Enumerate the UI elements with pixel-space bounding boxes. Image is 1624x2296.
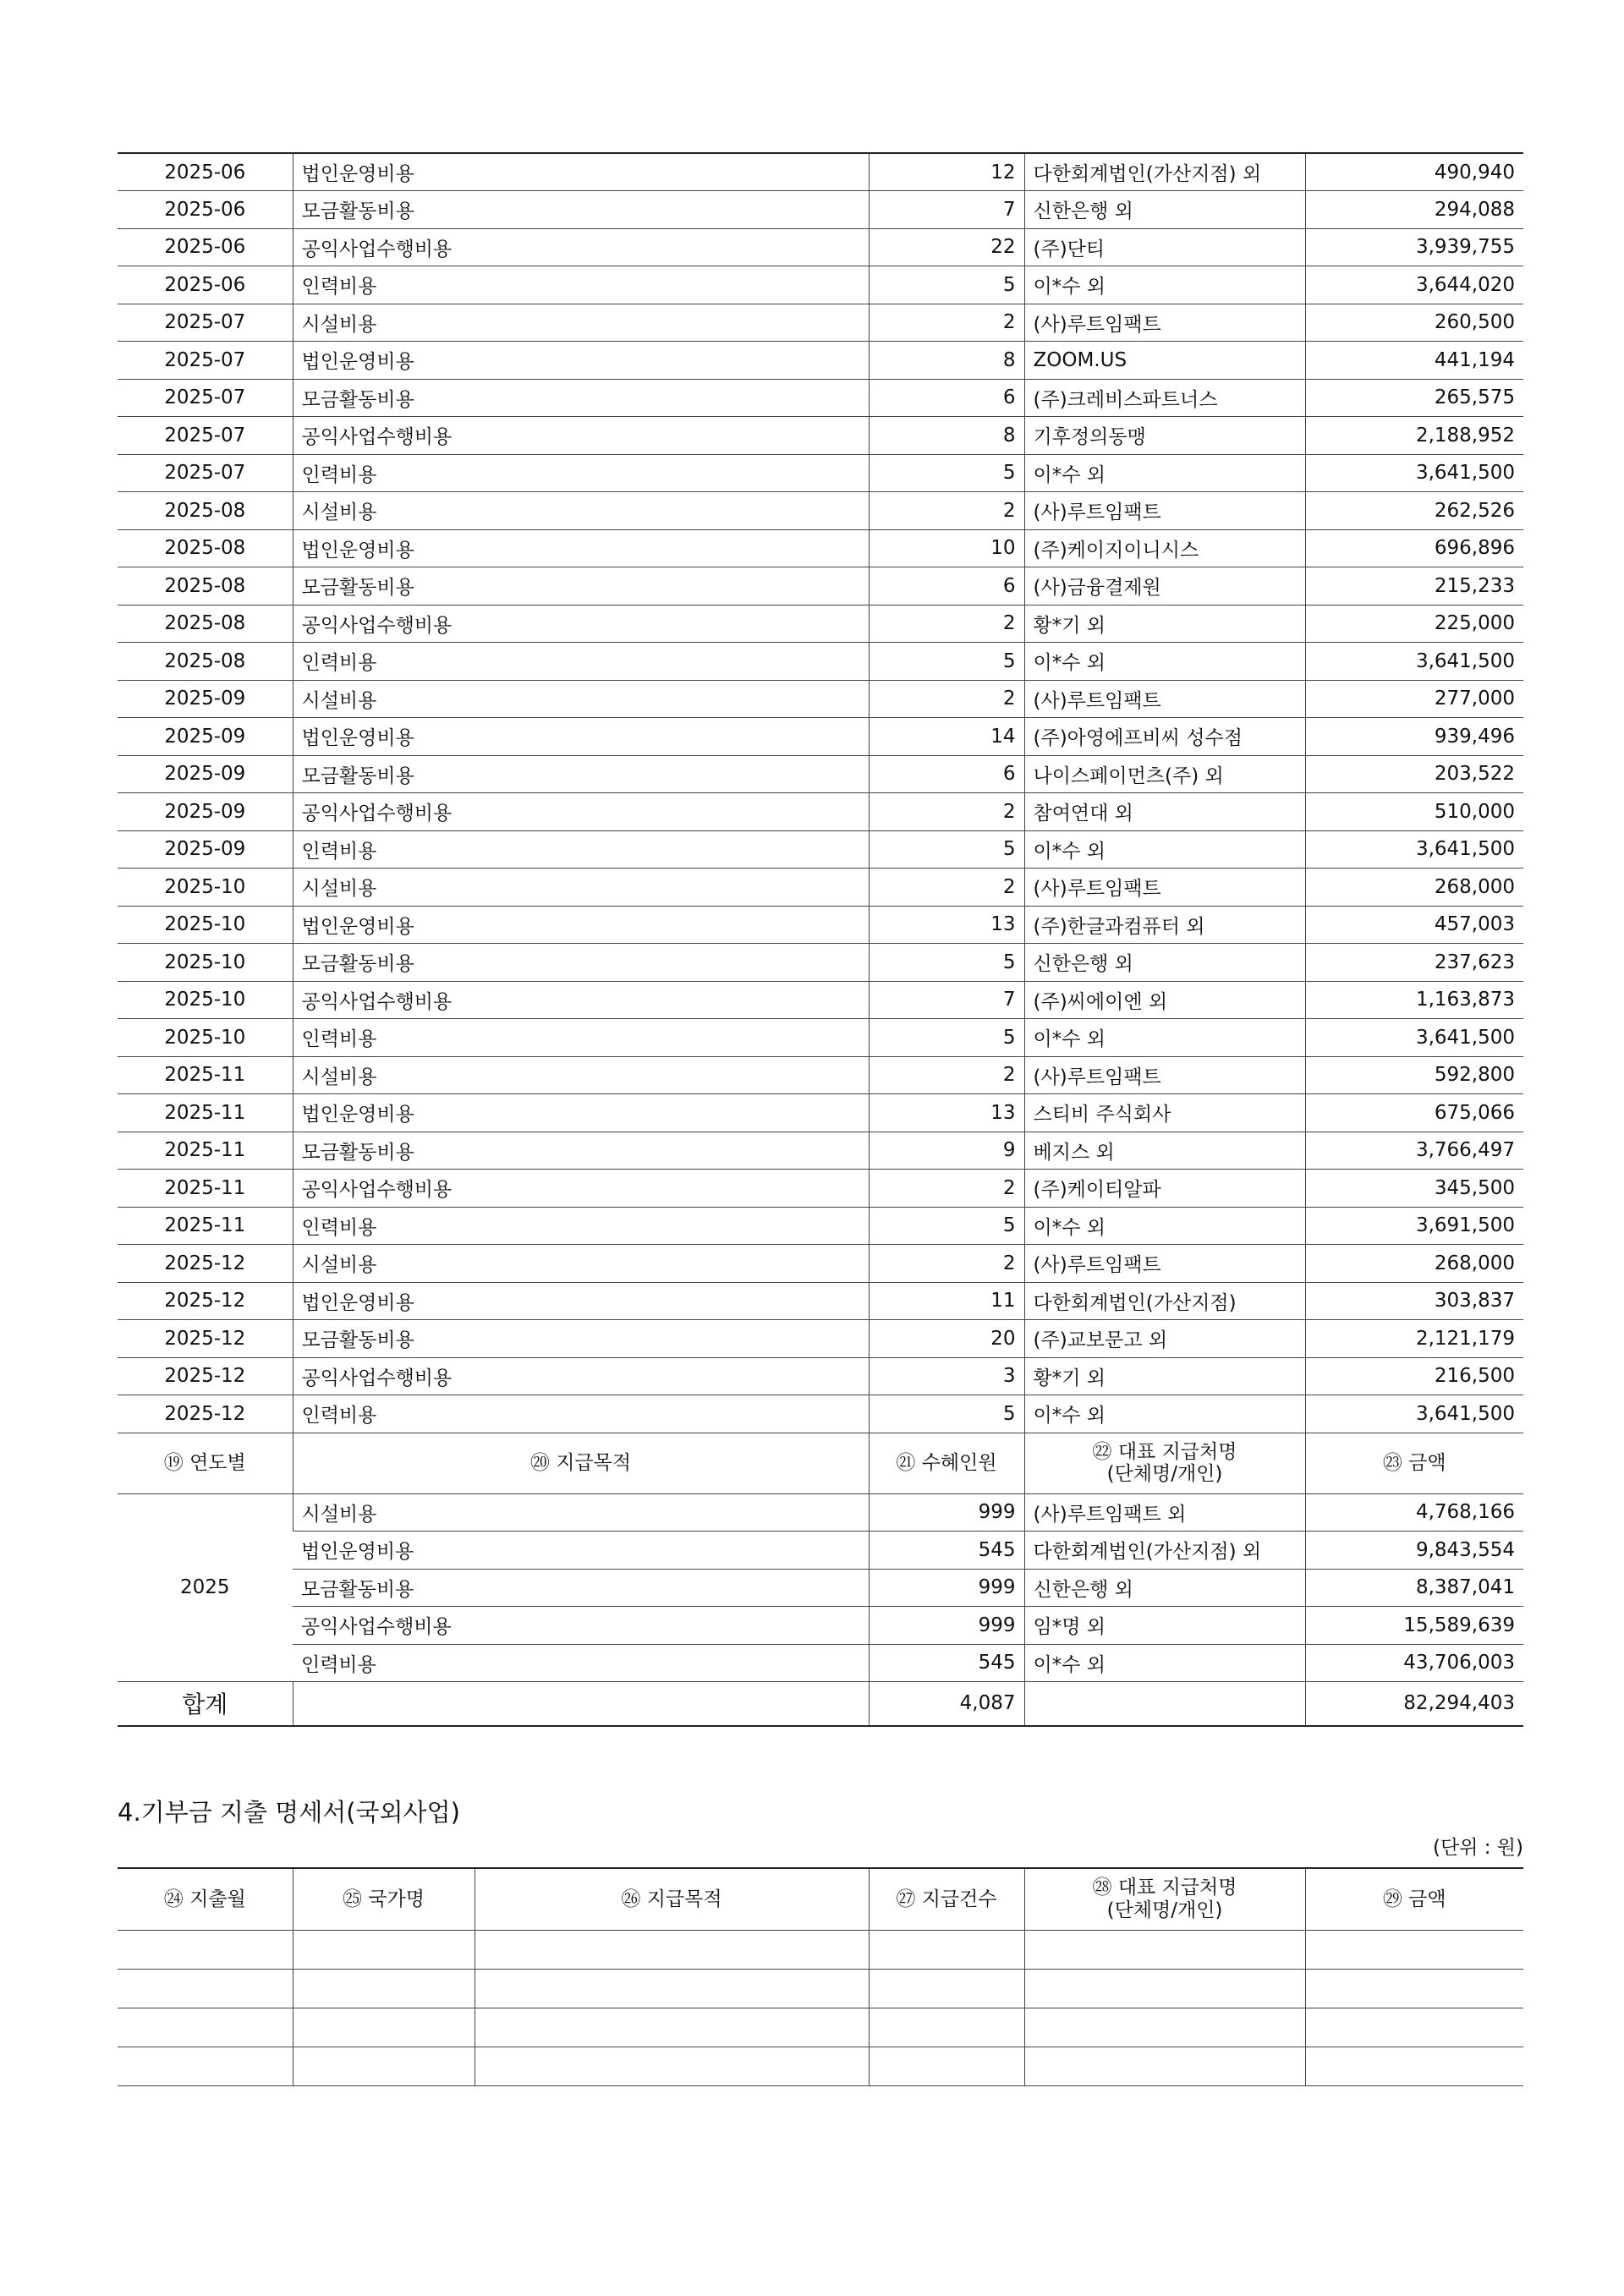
row-count: 2 <box>869 605 1024 643</box>
row-amount: 457,003 <box>1305 906 1523 944</box>
row-purpose: 공익사업수행비용 <box>293 228 869 266</box>
table-row <box>118 718 1523 756</box>
row-month: 2025-10 <box>118 1019 293 1057</box>
header-year: ⑲ 연도별 <box>118 1433 293 1493</box>
row-amount: 345,500 <box>1305 1170 1523 1208</box>
row-purpose: 인력비용 <box>293 266 869 304</box>
row-count: 20 <box>869 1320 1024 1358</box>
row-payee: 이*수 외 <box>1024 830 1305 869</box>
row-month: 2025-07 <box>118 379 293 417</box>
header-overseas-payee-line1: ㉘ 대표 지급처명 <box>1092 1877 1237 1899</box>
row-amount: 268,000 <box>1305 1245 1523 1283</box>
row-count: 5 <box>869 266 1024 304</box>
row-count: 6 <box>869 567 1024 606</box>
table-row <box>118 454 1523 492</box>
row-payee: (주)크레비스파트너스 <box>1024 379 1305 417</box>
row-month: 2025-11 <box>118 1132 293 1170</box>
row-amount: 2,188,952 <box>1305 417 1523 455</box>
row-count: 13 <box>869 1094 1024 1132</box>
row-amount: 262,526 <box>1305 492 1523 530</box>
row-payee: (사)루트임팩트 <box>1024 304 1305 342</box>
row-payee: (사)금융결제원 <box>1024 567 1305 606</box>
table-row <box>118 529 1523 567</box>
row-purpose: 모금활동비용 <box>293 755 869 793</box>
summary-payee: (사)루트임팩트 외 <box>1024 1493 1305 1532</box>
header-overseas-purpose: ㉖ 지급목적 <box>475 1868 869 1930</box>
total-section <box>118 1682 1523 1726</box>
row-month: 2025-08 <box>118 529 293 567</box>
row-purpose: 인력비용 <box>293 830 869 869</box>
row-count: 6 <box>869 755 1024 793</box>
row-count: 2 <box>869 492 1024 530</box>
summary-row <box>118 1493 1523 1532</box>
row-amount: 268,000 <box>1305 869 1523 907</box>
row-purpose: 모금활동비용 <box>293 944 869 982</box>
row-purpose: 모금활동비용 <box>293 191 869 229</box>
summary-header-row <box>118 1433 1523 1493</box>
row-count: 5 <box>869 944 1024 982</box>
summary-payee: 이*수 외 <box>1024 1644 1305 1682</box>
row-payee: 이*수 외 <box>1024 1207 1305 1245</box>
header-overseas-payee <box>1024 1868 1305 1930</box>
header-payee <box>1024 1433 1305 1493</box>
row-month: 2025-10 <box>118 981 293 1019</box>
row-payee: 다한회계법인(가산지점) 외 <box>1024 153 1305 191</box>
table-row <box>118 417 1523 455</box>
table-row <box>118 1132 1523 1170</box>
row-month: 2025-09 <box>118 718 293 756</box>
table-row <box>118 304 1523 342</box>
row-purpose: 인력비용 <box>293 1207 869 1245</box>
summary-purpose: 공익사업수행비용 <box>293 1607 869 1645</box>
row-purpose: 공익사업수행비용 <box>293 793 869 831</box>
row-count: 2 <box>869 304 1024 342</box>
row-month: 2025-12 <box>118 1395 293 1433</box>
header-overseas-payee-line2: (단체명/개인) <box>1106 1899 1223 1921</box>
row-count: 11 <box>869 1282 1024 1320</box>
row-count: 2 <box>869 1245 1024 1283</box>
overseas-empty-row <box>118 2008 1523 2047</box>
total-count: 4,087 <box>869 1682 1024 1726</box>
row-amount: 3,641,500 <box>1305 454 1523 492</box>
row-month: 2025-11 <box>118 1207 293 1245</box>
row-month: 2025-11 <box>118 1170 293 1208</box>
table-row <box>118 1019 1523 1057</box>
row-amount: 294,088 <box>1305 191 1523 229</box>
row-amount: 215,233 <box>1305 567 1523 606</box>
row-payee: 스티비 주식회사 <box>1024 1094 1305 1132</box>
table-row <box>118 755 1523 793</box>
row-payee: (사)루트임팩트 <box>1024 1245 1305 1283</box>
row-payee: 이*수 외 <box>1024 454 1305 492</box>
row-payee: 베지스 외 <box>1024 1132 1305 1170</box>
row-count: 7 <box>869 191 1024 229</box>
row-payee: (주)케이지이니시스 <box>1024 529 1305 567</box>
row-purpose: 인력비용 <box>293 454 869 492</box>
row-count: 2 <box>869 793 1024 831</box>
row-month: 2025-06 <box>118 153 293 191</box>
row-count: 14 <box>869 718 1024 756</box>
header-payee-line1: ㉒ 대표 지급처명 <box>1092 1440 1237 1463</box>
table-row <box>118 981 1523 1019</box>
row-amount: 441,194 <box>1305 342 1523 380</box>
row-amount: 939,496 <box>1305 718 1523 756</box>
row-amount: 265,575 <box>1305 379 1523 417</box>
row-month: 2025-09 <box>118 793 293 831</box>
header-amount: ㉓ 금액 <box>1305 1433 1523 1493</box>
row-month: 2025-08 <box>118 567 293 606</box>
header-beneficiaries: ㉑ 수혜인원 <box>869 1433 1024 1493</box>
row-month: 2025-12 <box>118 1282 293 1320</box>
row-month: 2025-10 <box>118 906 293 944</box>
header-payee-line2: (단체명/개인) <box>1106 1463 1223 1485</box>
row-count: 12 <box>869 153 1024 191</box>
row-purpose: 시설비용 <box>293 680 869 718</box>
row-amount: 237,623 <box>1305 944 1523 982</box>
row-month: 2025-08 <box>118 643 293 681</box>
summary-amount: 15,589,639 <box>1305 1607 1523 1645</box>
row-amount: 225,000 <box>1305 605 1523 643</box>
row-count: 2 <box>869 680 1024 718</box>
row-month: 2025-07 <box>118 454 293 492</box>
row-purpose: 모금활동비용 <box>293 1132 869 1170</box>
row-amount: 3,939,755 <box>1305 228 1523 266</box>
summary-count: 545 <box>869 1532 1024 1570</box>
row-purpose: 시설비용 <box>293 492 869 530</box>
row-count: 2 <box>869 1170 1024 1208</box>
row-purpose: 법인운영비용 <box>293 906 869 944</box>
row-purpose: 시설비용 <box>293 1056 869 1094</box>
table-row <box>118 228 1523 266</box>
row-payee: 이*수 외 <box>1024 266 1305 304</box>
table-row <box>118 153 1523 191</box>
row-count: 2 <box>869 1056 1024 1094</box>
row-count: 5 <box>869 1019 1024 1057</box>
row-count: 6 <box>869 379 1024 417</box>
summary-payee: 다한회계법인(가산지점) 외 <box>1024 1532 1305 1570</box>
row-count: 8 <box>869 417 1024 455</box>
row-purpose: 모금활동비용 <box>293 379 869 417</box>
row-month: 2025-10 <box>118 944 293 982</box>
summary-row <box>118 1532 1523 1570</box>
row-amount: 277,000 <box>1305 680 1523 718</box>
row-purpose: 공익사업수행비용 <box>293 981 869 1019</box>
summary-purpose: 모금활동비용 <box>293 1569 869 1607</box>
row-amount: 3,641,500 <box>1305 1395 1523 1433</box>
row-count: 5 <box>869 1207 1024 1245</box>
row-month: 2025-06 <box>118 266 293 304</box>
row-count: 5 <box>869 643 1024 681</box>
summary-payee: 임*명 외 <box>1024 1607 1305 1645</box>
row-payee: (사)루트임팩트 <box>1024 1056 1305 1094</box>
row-payee: 황*기 외 <box>1024 1357 1305 1395</box>
row-purpose: 모금활동비용 <box>293 1320 869 1358</box>
table-row <box>118 1245 1523 1283</box>
row-count: 7 <box>869 981 1024 1019</box>
total-empty <box>293 1682 869 1726</box>
row-month: 2025-09 <box>118 680 293 718</box>
summary-row <box>118 1569 1523 1607</box>
row-payee: 나이스페이먼츠(주) 외 <box>1024 755 1305 793</box>
table-row <box>118 1320 1523 1358</box>
section4-title: 4.기부금 지출 명세서(국외사업) <box>118 1798 460 1827</box>
table-row <box>118 643 1523 681</box>
row-payee: (주)한글과컴퓨터 외 <box>1024 906 1305 944</box>
row-payee: 참여연대 외 <box>1024 793 1305 831</box>
row-count: 8 <box>869 342 1024 380</box>
row-purpose: 법인운영비용 <box>293 153 869 191</box>
row-payee: (주)단티 <box>1024 228 1305 266</box>
row-amount: 490,940 <box>1305 153 1523 191</box>
summary-body <box>118 1493 1523 1682</box>
row-purpose: 시설비용 <box>293 869 869 907</box>
header-country: ㉕ 국가명 <box>293 1868 475 1930</box>
row-purpose: 시설비용 <box>293 1245 869 1283</box>
table-row <box>118 191 1523 229</box>
row-month: 2025-07 <box>118 342 293 380</box>
row-month: 2025-06 <box>118 191 293 229</box>
table-row <box>118 266 1523 304</box>
header-month: ㉔ 지출월 <box>118 1868 293 1930</box>
summary-payee: 신한은행 외 <box>1024 1569 1305 1607</box>
header-count: ㉗ 지급건수 <box>869 1868 1024 1930</box>
row-amount: 675,066 <box>1305 1094 1523 1132</box>
row-purpose: 인력비용 <box>293 1019 869 1057</box>
summary-year: 2025 <box>118 1493 293 1682</box>
table-row <box>118 906 1523 944</box>
total-label: 합계 <box>118 1682 293 1726</box>
row-payee: (사)루트임팩트 <box>1024 680 1305 718</box>
overseas-empty-row <box>118 1969 1523 2008</box>
row-month: 2025-12 <box>118 1245 293 1283</box>
row-amount: 3,766,497 <box>1305 1132 1523 1170</box>
row-amount: 260,500 <box>1305 304 1523 342</box>
summary-count: 999 <box>869 1493 1024 1532</box>
row-purpose: 법인운영비용 <box>293 529 869 567</box>
table-row <box>118 944 1523 982</box>
overseas-expense-table <box>118 1867 1523 2086</box>
summary-amount: 43,706,003 <box>1305 1644 1523 1682</box>
row-count: 3 <box>869 1357 1024 1395</box>
overseas-empty-row <box>118 2047 1523 2085</box>
row-count: 5 <box>869 830 1024 869</box>
row-count: 10 <box>869 529 1024 567</box>
summary-count: 999 <box>869 1569 1024 1607</box>
row-payee: 이*수 외 <box>1024 643 1305 681</box>
row-count: 5 <box>869 454 1024 492</box>
table-row <box>118 793 1523 831</box>
row-month: 2025-08 <box>118 605 293 643</box>
summary-count: 545 <box>869 1644 1024 1682</box>
table-row <box>118 680 1523 718</box>
row-month: 2025-08 <box>118 492 293 530</box>
row-month: 2025-07 <box>118 304 293 342</box>
summary-amount: 8,387,041 <box>1305 1569 1523 1607</box>
row-purpose: 시설비용 <box>293 304 869 342</box>
row-month: 2025-12 <box>118 1357 293 1395</box>
row-purpose: 법인운영비용 <box>293 718 869 756</box>
row-purpose: 공익사업수행비용 <box>293 1170 869 1208</box>
row-purpose: 공익사업수행비용 <box>293 417 869 455</box>
overseas-header-row <box>118 1868 1523 1930</box>
row-purpose: 공익사업수행비용 <box>293 605 869 643</box>
row-amount: 216,500 <box>1305 1357 1523 1395</box>
row-payee: 황*기 외 <box>1024 605 1305 643</box>
row-count: 13 <box>869 906 1024 944</box>
row-month: 2025-11 <box>118 1094 293 1132</box>
summary-section <box>118 1433 1523 1493</box>
row-payee: (사)루트임팩트 <box>1024 869 1305 907</box>
row-amount: 1,163,873 <box>1305 981 1523 1019</box>
row-amount: 3,644,020 <box>1305 266 1523 304</box>
total-row <box>118 1682 1523 1726</box>
row-purpose: 모금활동비용 <box>293 567 869 606</box>
row-purpose: 인력비용 <box>293 1395 869 1433</box>
table-row <box>118 342 1523 380</box>
summary-purpose: 시설비용 <box>293 1493 869 1532</box>
summary-amount: 9,843,554 <box>1305 1532 1523 1570</box>
domestic-expense-section <box>118 152 1523 1727</box>
summary-count: 999 <box>869 1607 1024 1645</box>
overseas-expense-section <box>118 1867 1523 2086</box>
table-row <box>118 1170 1523 1208</box>
table-row <box>118 1395 1523 1433</box>
summary-purpose: 법인운영비용 <box>293 1532 869 1570</box>
row-month: 2025-11 <box>118 1056 293 1094</box>
row-payee: 신한은행 외 <box>1024 191 1305 229</box>
row-amount: 592,800 <box>1305 1056 1523 1094</box>
row-amount: 3,641,500 <box>1305 643 1523 681</box>
row-amount: 3,641,500 <box>1305 830 1523 869</box>
row-payee: (사)루트임팩트 <box>1024 492 1305 530</box>
total-empty-2 <box>1024 1682 1305 1726</box>
row-month: 2025-09 <box>118 755 293 793</box>
row-payee: ZOOM.US <box>1024 342 1305 380</box>
summary-row <box>118 1607 1523 1645</box>
row-amount: 2,121,179 <box>1305 1320 1523 1358</box>
total-amount: 82,294,403 <box>1305 1682 1523 1726</box>
table-row <box>118 1207 1523 1245</box>
row-amount: 3,691,500 <box>1305 1207 1523 1245</box>
header-overseas-amount: ㉙ 금액 <box>1305 1868 1523 1930</box>
row-amount: 696,896 <box>1305 529 1523 567</box>
row-month: 2025-10 <box>118 869 293 907</box>
unit-label: (단위 : 원) <box>1433 1837 1523 1859</box>
overseas-empty-row <box>118 1930 1523 1969</box>
table-row <box>118 379 1523 417</box>
summary-amount: 4,768,166 <box>1305 1493 1523 1532</box>
row-amount: 203,522 <box>1305 755 1523 793</box>
table-row <box>118 1282 1523 1320</box>
monthly-expense-table <box>118 152 1523 1727</box>
row-payee: 이*수 외 <box>1024 1395 1305 1433</box>
row-payee: 다한회계법인(가산지점) <box>1024 1282 1305 1320</box>
table-row <box>118 567 1523 606</box>
table-row <box>118 492 1523 530</box>
row-purpose: 인력비용 <box>293 643 869 681</box>
row-month: 2025-09 <box>118 830 293 869</box>
summary-row <box>118 1644 1523 1682</box>
row-purpose: 법인운영비용 <box>293 342 869 380</box>
row-count: 2 <box>869 869 1024 907</box>
summary-purpose: 인력비용 <box>293 1644 869 1682</box>
row-amount: 3,641,500 <box>1305 1019 1523 1057</box>
row-payee: 이*수 외 <box>1024 1019 1305 1057</box>
row-payee: (주)아영에프비씨 성수점 <box>1024 718 1305 756</box>
table-row <box>118 1056 1523 1094</box>
row-purpose: 법인운영비용 <box>293 1094 869 1132</box>
row-payee: 신한은행 외 <box>1024 944 1305 982</box>
table-row <box>118 605 1523 643</box>
row-payee: (주)씨에이엔 외 <box>1024 981 1305 1019</box>
table-row <box>118 830 1523 869</box>
row-count: 5 <box>869 1395 1024 1433</box>
table-row <box>118 869 1523 907</box>
row-payee: 기후정의동맹 <box>1024 417 1305 455</box>
table-row <box>118 1094 1523 1132</box>
row-month: 2025-12 <box>118 1320 293 1358</box>
row-payee: (주)케이티알파 <box>1024 1170 1305 1208</box>
table-row <box>118 1357 1523 1395</box>
row-payee: (주)교보문고 외 <box>1024 1320 1305 1358</box>
row-month: 2025-07 <box>118 417 293 455</box>
row-amount: 303,837 <box>1305 1282 1523 1320</box>
row-month: 2025-06 <box>118 228 293 266</box>
header-purpose: ⑳ 지급목적 <box>293 1433 869 1493</box>
row-count: 9 <box>869 1132 1024 1170</box>
row-purpose: 법인운영비용 <box>293 1282 869 1320</box>
row-amount: 510,000 <box>1305 793 1523 831</box>
row-purpose: 공익사업수행비용 <box>293 1357 869 1395</box>
row-count: 22 <box>869 228 1024 266</box>
monthly-expense-body <box>118 153 1523 1433</box>
